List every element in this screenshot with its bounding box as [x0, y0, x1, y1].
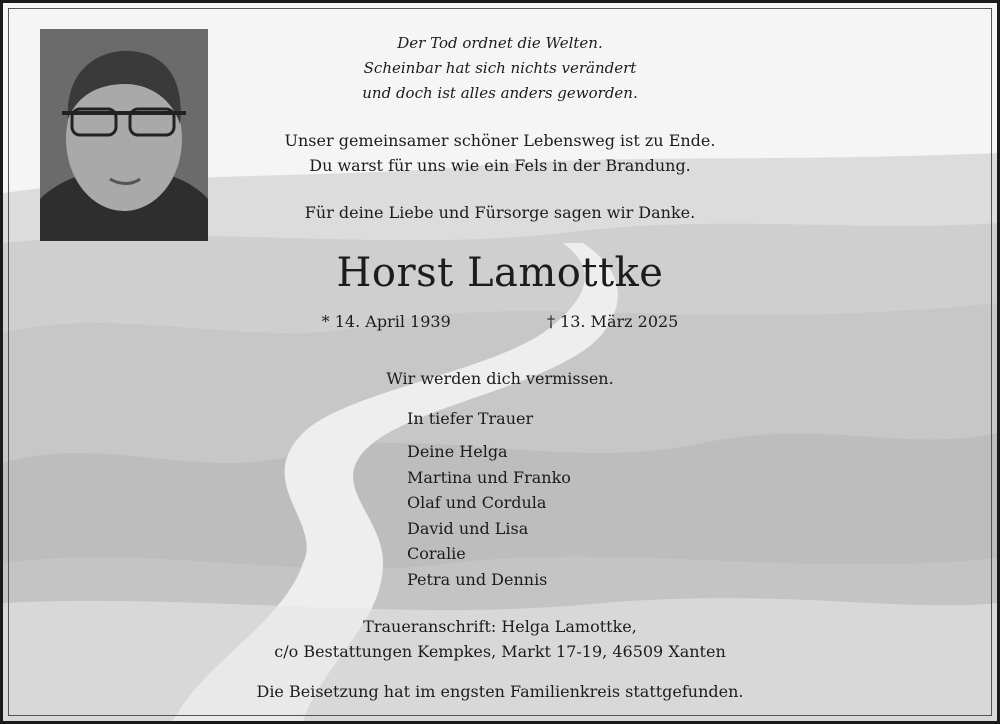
family-list [407, 439, 571, 592]
family-member: David und Lisa [407, 518, 529, 538]
address-block [3, 614, 997, 664]
address-line-2: c/o Bestattungen Kempkes, Markt 17-19, 46509 Xanten [274, 642, 726, 661]
family-member: Coralie [407, 544, 466, 563]
verse-line-3: und doch ist alles anders geworden. [362, 84, 638, 102]
death-date: † 13. März 2025 [546, 312, 679, 331]
tribute-line-1: Unser gemeinsamer schöner Lebensweg ist zu Ende. [284, 131, 716, 150]
mourning-label: In tiefer Trauer [407, 409, 534, 428]
miss-text: Wir werden dich vermissen. [386, 369, 614, 388]
footer-text: Die Beisetzung hat im engsten Familienkreis stattgefunden. [256, 682, 744, 701]
thanks-text: Für deine Liebe und Fürsorge sagen wir Danke. [304, 203, 696, 222]
life-dates [3, 312, 997, 331]
verse [3, 31, 997, 106]
family-member: Deine Helga [407, 442, 508, 461]
verse-line-2: Scheinbar hat sich nichts verändert [363, 59, 637, 77]
family-member: Petra und Dennis [407, 569, 548, 589]
birth-date: * 14. April 1939 [321, 312, 451, 331]
tribute-text [3, 128, 997, 178]
verse-line-1: Der Tod ordnet die Welten. [397, 34, 603, 52]
family-member: Olaf und Cordula [407, 493, 547, 512]
deceased-name: Horst Lamottke [336, 250, 664, 296]
tribute-line-2: Du warst für uns wie ein Fels in der Brandung. [309, 156, 691, 175]
family-member: Martina und Franko [407, 467, 571, 487]
address-line-1: Traueranschrift: Helga Lamottke, [363, 617, 637, 636]
